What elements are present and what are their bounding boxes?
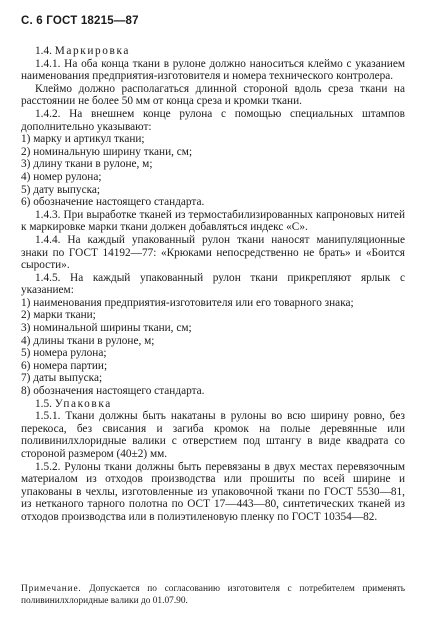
- list-item: 4) длины ткани в рулоне, м;: [21, 334, 155, 347]
- page-content: [21, 45, 405, 524]
- paragraph-1-4-1: 1.4.1. На оба конца ткани в рулоне должно наноситься клеймо с указанием наименования предприятия-изготовителя и номера технического контролера.: [21, 57, 405, 83]
- paragraph-1-5-2: 1.5.2. Рулоны ткани должны быть перевязаны в двух местах перевязочным материалом из отходов производства или прошиты по всей ширине и упакованы в чехлы, изготовленные из упаковочной ткани по ГОСТ 5530—81, из нетканого тарного полотна по ОСТ 17—443—80, синтетических тканей из отходов производства или в полиэтиленовую пленку по ГОСТ 10354—82.: [21, 460, 405, 523]
- page-header: С. 6 ГОСТ 18215—87: [21, 15, 139, 27]
- section-heading-packing: [21, 398, 405, 411]
- section-heading-marking: [21, 45, 405, 58]
- list-item: 3) длину ткани в рулоне, м;: [21, 158, 153, 171]
- section-number: 1.5.: [35, 397, 52, 410]
- list-item: 2) марки ткани;: [21, 309, 96, 322]
- footnote: [21, 584, 405, 606]
- list-item: 1) марку и артикул ткани;: [21, 133, 145, 146]
- section-number: 1.4.: [35, 45, 52, 57]
- paragraph-1-4-3: 1.4.3. При выработке тканей из термостабилизированных капроновых нитей к маркировке марки ткани должен добавляться индекс «С».: [21, 208, 405, 234]
- list-item: 2) номинальную ширину ткани, см;: [21, 145, 193, 158]
- list-item: 1) наименования предприятия-изготовителя или его товарного знака;: [21, 296, 354, 309]
- list-item: 8) обозначения настоящего стандарта.: [21, 385, 205, 398]
- list-item: 6) номера партии;: [21, 359, 108, 372]
- list-item: 6) обозначение настоящего стандарта.: [21, 196, 205, 209]
- paragraph-stamp-placement: Клеймо должно располагаться длинной стороной вдоль среза ткани на расстоянии не более 50 мм от конца среза и кромки ткани.: [21, 82, 405, 108]
- list-item: 7) даты выпуска;: [21, 372, 103, 385]
- paragraph-1-4-5: 1.4.5. На каждый упакованный рулон ткани прикрепляют ярлык с указанием:: [21, 271, 405, 297]
- list-item: 4) номер рулона;: [21, 170, 102, 183]
- list-item: 5) дату выпуска;: [21, 183, 101, 196]
- paragraph-1-4-4: 1.4.4. На каждый упакованный рулон ткани наносят манипуляционные знаки по ГОСТ 14192—77: «Крюками непосредственно не брать» и «Боится сырости».: [21, 233, 405, 272]
- section-title: Маркировка: [54, 45, 130, 57]
- note-text: Допускается по согласованию изготовителя с потребителем применять поливинилхлоридные валики до 01.07.90.: [21, 584, 405, 606]
- list-item: 3) номинальной ширины ткани, см;: [21, 322, 192, 335]
- note-label: Примечание.: [21, 584, 82, 595]
- list-item: 5) номера рулона;: [21, 347, 107, 360]
- paragraph-1-4-2: 1.4.2. На внешнем конце рулона с помощью специальных штампов дополнительно указывают:: [21, 107, 405, 133]
- section-title: Упаковка: [54, 397, 112, 410]
- paragraph-1-5-1: 1.5.1. Ткани должны быть накатаны в рулоны во всю ширину ровно, без перекоса, без свисания и загиба кромок на полые деревянные или поливинилхлоридные валики с отверстием под штангу в виде квадрата со стороной размером (40±2) мм.: [21, 410, 405, 460]
